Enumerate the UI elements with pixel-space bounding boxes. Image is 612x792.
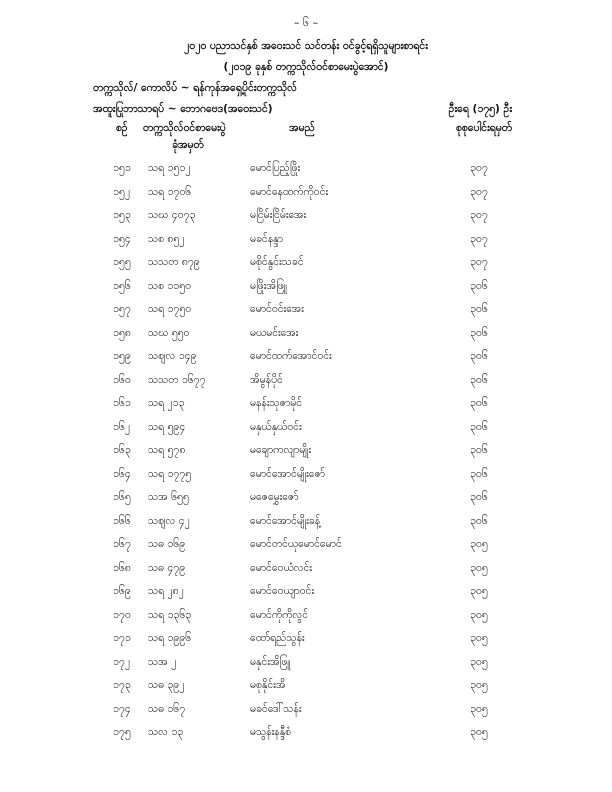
serial-cell: ၁၆၈ <box>113 561 131 574</box>
roll-number-cell: သရ ၂၁၃ <box>148 397 185 409</box>
serial-cell: ၁၅၂ <box>113 185 130 198</box>
name-cell: မယမင်းအေး <box>250 326 299 339</box>
roll-number-cell: သဓ ၁၆၇ <box>148 702 186 715</box>
score-cell: ၃၀၇ <box>470 209 488 221</box>
roll-number-cell: သရ ၁၇၅၀ <box>148 303 192 315</box>
score-cell: ၃၀၆ <box>470 326 488 339</box>
name-cell: မောင်ကိုကိုလွင် <box>250 608 309 621</box>
serial-cell: ၁၆၀ <box>113 373 131 386</box>
score-cell: ၃၀၅ <box>470 585 488 597</box>
roll-number-cell: သသတ ၁၆၇၇ <box>148 373 206 386</box>
header-serial: စဉ် <box>116 122 128 134</box>
score-cell: ၃၀၅ <box>470 679 488 691</box>
score-cell: ၃၀၆ <box>470 279 488 292</box>
name-cell: ထော်ရည်သွန်း <box>250 632 305 644</box>
table-row <box>0 371 612 395</box>
roll-number-cell: သစ ၈၅၂ <box>148 232 185 245</box>
roll-number-cell: သဃ ၅၅၀ <box>148 326 190 339</box>
serial-cell: ၁၅၇ <box>113 303 131 315</box>
roll-number-cell: သရ ၁၇၀၆ <box>148 185 192 198</box>
score-cell: ၃၀၆ <box>470 350 488 362</box>
score-cell: ၃၀၅ <box>470 538 488 550</box>
table-row <box>0 441 612 465</box>
name-cell: မခင်ဒေါ်သန်း <box>250 702 302 715</box>
serial-cell: ၁၇၂ <box>113 655 130 668</box>
name-cell: မောင်အောင်မျိုးခန့် <box>250 514 321 527</box>
header-roll-line1: တက္ကသိုလ်ဝင်စာမေးပွဲ <box>143 122 226 134</box>
roll-number-cell: သအ ၆၅၅ <box>148 491 189 503</box>
table-row <box>0 582 612 606</box>
table-row <box>0 394 612 418</box>
score-cell: ၃၀၆ <box>470 303 488 315</box>
roll-number-cell: သရ ၅၉၄ <box>148 420 186 433</box>
roll-number-cell: သဈလ ၁၄၉ <box>148 350 197 362</box>
name-cell: အိမွန်ပိုင် <box>250 373 283 386</box>
name-cell: မဇေမွှေးဇော် <box>250 491 299 503</box>
score-cell: ၃၀၇ <box>470 232 488 245</box>
score-cell: ၃၀၆ <box>470 467 488 480</box>
table-row <box>0 723 612 747</box>
name-cell: မနှင်းအိဖြူ <box>250 655 291 668</box>
table-row <box>0 324 612 348</box>
name-cell: မောင်နေထက်ကိုဝင်း <box>250 185 329 198</box>
score-cell: ၃၀၅ <box>470 655 488 668</box>
serial-cell: ၁၆၉ <box>113 585 131 597</box>
roll-number-cell: သလ ၁၃ <box>148 726 184 738</box>
serial-cell: ၁၅၄ <box>113 232 131 245</box>
score-cell: ၃၀၅ <box>470 632 488 644</box>
serial-cell: ၁၅၆ <box>113 279 131 292</box>
roll-number-cell: သရ ၁၇၇၅ <box>148 467 192 480</box>
roll-number-cell: သအ ၂ <box>148 655 177 668</box>
name-cell: မငြိမ်းငြိမ်းအေး <box>250 209 307 221</box>
name-cell: မစိုင်နွင်းသခင် <box>250 256 304 268</box>
serial-cell: ၁၅၉ <box>113 350 131 362</box>
name-cell: မောင်တင်ယုမောင်မောင် <box>250 538 342 550</box>
score-cell: ၃၀၅ <box>470 726 488 738</box>
table-row <box>0 465 612 489</box>
table-row <box>0 559 612 583</box>
serial-cell: ၁၇၃ <box>113 679 131 691</box>
serial-cell: ၁၆၂ <box>113 420 130 433</box>
serial-cell: ၁၅၁ <box>113 162 131 174</box>
header-name: အမည် <box>289 122 315 134</box>
score-cell: ၃၀၇ <box>470 185 488 198</box>
serial-cell: ၁၇၅ <box>113 726 131 738</box>
header-score: စုစုပေါင်းရမှတ် <box>455 122 512 134</box>
name-cell: မောင်ဝေယျာဝင်း <box>250 585 314 597</box>
roll-number-cell: သသတ ၈၇၉ <box>148 256 200 268</box>
major-subject-line: အထူးပြုဘာသာရပ် ~ ဘောဂဗေဒ(အဝေးသင်) <box>93 103 273 115</box>
header-roll-line2: ခုံအမှတ် <box>172 139 204 151</box>
table-row <box>0 629 612 653</box>
roll-number-cell: သရ ၂၈၂ <box>148 585 184 597</box>
score-cell: ၃၀၅ <box>470 702 488 715</box>
name-cell: မနှယ်နှယ်ဝင်း <box>250 420 302 433</box>
roll-number-cell: သဈလ ၄၂ <box>148 514 190 527</box>
name-cell: မဖြိုးအိဖြူ <box>250 279 287 292</box>
table-row <box>0 159 612 183</box>
name-cell: မောင်ဝေယံလင်း <box>250 561 312 574</box>
table-row <box>0 676 612 700</box>
serial-cell: ၁၆၃ <box>113 444 131 456</box>
table-row <box>0 277 612 301</box>
table-row <box>0 230 612 254</box>
document-title: ၂၀၂၀ ပညာသင်နှစ် အဝေးသင် သင်တန်း ဝင်ခွင့်ရရှိသူများစာရင်း <box>184 40 428 52</box>
serial-cell: ၁၆၁ <box>113 397 131 409</box>
roll-number-cell: သဓ ၄၇၉ <box>148 561 186 574</box>
name-cell: မောင်ဝင်းအေး <box>250 303 304 315</box>
score-cell: ၃၀၆ <box>470 373 488 386</box>
serial-cell: ၁၅၈ <box>113 326 131 339</box>
name-cell: မနန်းသုဇာမိုင် <box>250 397 303 409</box>
score-cell: ၃၀၅ <box>470 608 488 621</box>
roll-number-cell: သဓ ၁၆၉ <box>148 538 186 550</box>
name-cell: မချောကလျာမျိုး <box>250 444 312 456</box>
table-row <box>0 418 612 442</box>
score-cell: ၃၀၆ <box>470 514 488 527</box>
name-cell: မသွန်းနန္ဒီစံ <box>250 726 292 738</box>
roll-number-cell: သရ ၁၃၆၃ <box>148 608 192 621</box>
serial-cell: ၁၆၆ <box>113 514 131 527</box>
score-cell: ၃၀၆ <box>470 397 488 409</box>
roll-number-cell: သဃ ၄၀၇၃ <box>148 209 196 221</box>
table-row <box>0 606 612 630</box>
university-line: တက္ကသိုလ်/ ကောလိပ် ~ ရန်ကုန်အရှေ့ပိုင်းတက္ကသိုလ် <box>93 82 297 94</box>
score-cell: ၃၀၆ <box>470 420 488 433</box>
roll-number-cell: သရ ၁၅၁၂ <box>148 162 191 174</box>
table-row <box>0 700 612 724</box>
serial-cell: ၁၇၀ <box>113 608 131 621</box>
serial-cell: ၁၅၅ <box>113 256 131 268</box>
serial-cell: ၁၆၅ <box>113 491 131 503</box>
total-count: ဦးရေ (၁၇၅) ဦး <box>448 103 512 115</box>
score-cell: ၃၀၆ <box>470 444 488 456</box>
table-row <box>0 535 612 559</box>
roll-number-cell: သဓ ၃၉၂ <box>148 679 185 691</box>
roll-number-cell: သရ ၁၉၉၆ <box>148 632 192 644</box>
name-cell: မစုနိုင်းအိ <box>250 679 286 691</box>
table-row <box>0 347 612 371</box>
table-row <box>0 512 612 536</box>
score-cell: ၃၀၇ <box>470 256 488 268</box>
name-cell: မောင်ပြည့်ဖြိုး <box>250 162 301 174</box>
page-number: – ၆ – <box>293 16 319 29</box>
table-row <box>0 183 612 207</box>
serial-cell: ၁၆၇ <box>113 538 131 550</box>
name-cell: မောင်ထက်အောင်ဝင်း <box>250 350 332 362</box>
results-table <box>0 159 612 747</box>
table-row <box>0 300 612 324</box>
name-cell: မခင်နန္ဒာ <box>250 232 283 245</box>
score-cell: ၃၀၅ <box>470 561 488 574</box>
score-cell: ၃၀၇ <box>470 162 488 174</box>
serial-cell: ၁၅၃ <box>113 209 131 221</box>
table-row <box>0 206 612 230</box>
table-row <box>0 653 612 677</box>
table-row <box>0 488 612 512</box>
roll-number-cell: သရ ၅၇၈ <box>148 444 186 456</box>
roll-number-cell: သစ ၁၁၅၀ <box>148 279 192 292</box>
serial-cell: ၁၇၄ <box>113 702 131 715</box>
score-cell: ၃၀၆ <box>470 491 488 503</box>
serial-cell: ၁၆၄ <box>113 467 131 480</box>
serial-cell: ၁၇၁ <box>113 632 131 644</box>
name-cell: မောင်အောင်မျိုးဇော် <box>250 467 326 480</box>
table-row <box>0 253 612 277</box>
document-subtitle: (၂၀၁၉ ခုနှစ် တက္ကသိုလ်ဝင်စာမေးပွဲအောင်) <box>223 61 389 73</box>
